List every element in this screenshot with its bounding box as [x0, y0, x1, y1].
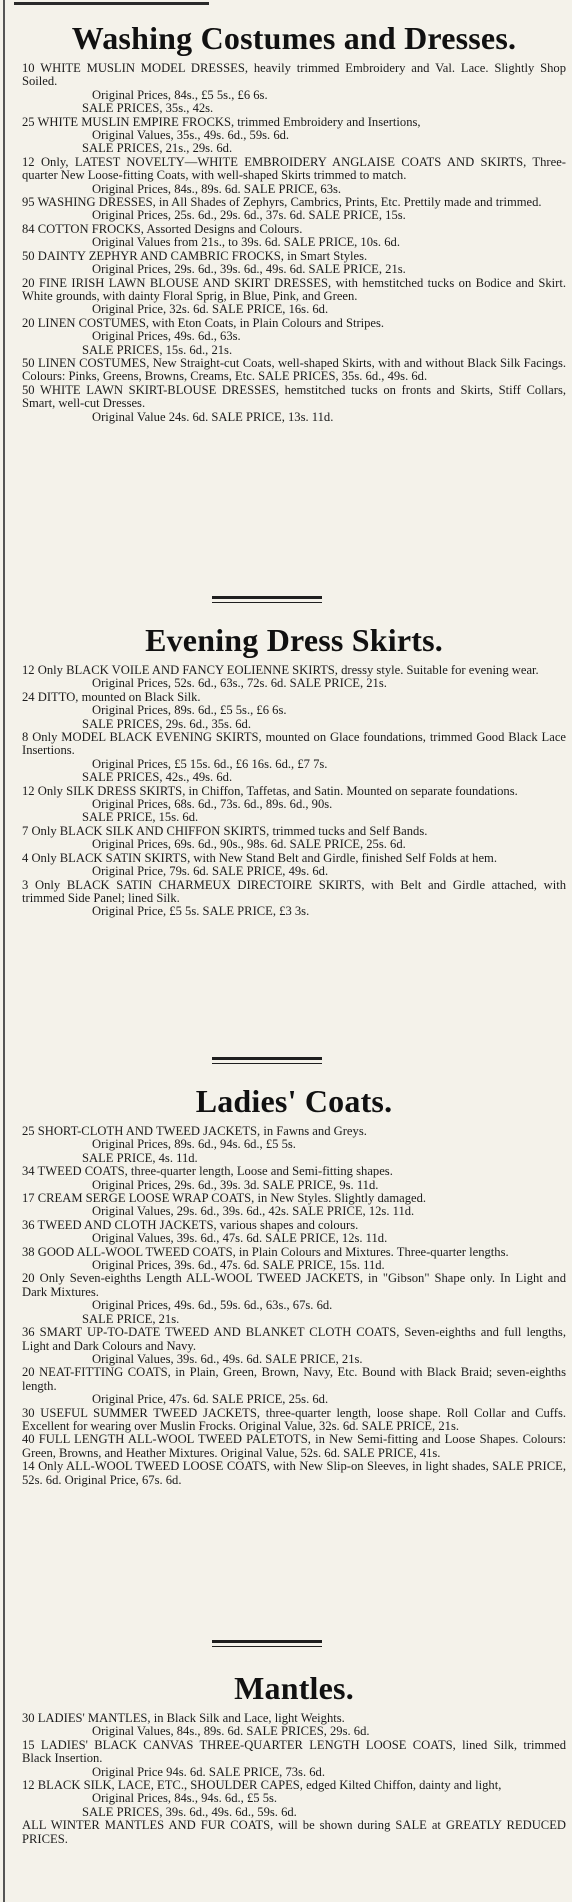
price-line: Original Price, 79s. 6d. SALE PRICE, 49s. 6d. [92, 864, 329, 879]
sale-item [22, 1219, 566, 1246]
item-description: 36 SMART UP-TO-DATE TWEED AND BLANKET CLOTH COATS, Seven-eighths and full lengths, Light and Dark Colours and Navy. [22, 1325, 566, 1353]
item-description: 50 WHITE LAWN SKIRT-BLOUSE DRESSES, hemstitched tucks on fronts and Skirts, Stiff Collars, Smart, well-cut Dresses. [22, 382, 566, 411]
price-line: Original Price, £5 5s. SALE PRICE, £3 3s. [92, 904, 310, 919]
price-line: SALE PRICES, 15s. 6d., 21s. [82, 342, 233, 357]
price-line: Original Prices, 89s. 6d., £5 5s., £6 6s. [92, 703, 287, 718]
sale-item [22, 317, 566, 357]
price-line: Original Values, 39s. 6d., 47s. 6d. SALE PRICE, 12s. 11d. [92, 1231, 388, 1246]
sale-item [22, 1246, 566, 1273]
item-description: 36 TWEED AND CLOTH JACKETS, various shapes and colours. [22, 1217, 359, 1232]
sale-item [22, 1460, 566, 1487]
price-line: SALE PRICES, 39s. 6d., 49s. 6d., 59s. 6d. [82, 1804, 297, 1819]
price-line: Original Prices, 84s., 89s. 6d. SALE PRICE, 63s. [92, 181, 342, 196]
section-heading: Evening Dress Skirts. [145, 622, 443, 658]
price-line: SALE PRICES, 42s., 49s. 6d. [82, 770, 233, 785]
price-line: Original Prices, 29s. 6d., 39s. 3d. SALE PRICE, 9s. 11d. [92, 1177, 379, 1192]
sale-item [22, 1125, 566, 1165]
item-description: 12 Only, LATEST NOVELTY—WHITE EMBROIDERY ANGLAISE COATS AND SKIRTS, Three-quarter New Loose-fitting Coats, with well-shaped Skirts trimmed to match. [22, 154, 566, 183]
price-line: SALE PRICES, 29s. 6d., 35s. 6d. [82, 716, 251, 731]
sale-item [22, 664, 566, 691]
sale-item [22, 1712, 566, 1739]
price-line: Original Prices, 25s. 6d., 29s. 6d., 37s. 6d. SALE PRICE, 15s. [92, 208, 406, 223]
item-description: 10 WHITE MUSLIN MODEL DRESSES, heavily trimmed Embroidery and Val. Lace. Slightly Shop Soiled. [22, 61, 566, 89]
price-line: SALE PRICES, 21s., 29s. 6d. [82, 141, 233, 156]
sale-item [22, 384, 566, 424]
item-description: 12 Only BLACK VOILE AND FANCY EOLIENNE SKIRTS, dressy style. Suitable for evening wear. [22, 663, 539, 677]
price-line: Original Prices, 84s., £5 5s., £6 6s. [92, 87, 268, 102]
item-description: 15 LADIES' BLACK CANVAS THREE-QUARTER LENGTH LOOSE COATS, lined Silk, trimmed Black Insertion. [22, 1737, 566, 1766]
section-washing-costumes [22, 18, 566, 424]
sale-item [22, 825, 566, 852]
sale-item [22, 1366, 566, 1406]
item-description: 20 Only Seven-eighths Length ALL-WOOL TWEED JACKETS, in "Gibson" Shape only. In Light and Dark Mixtures. [22, 1271, 566, 1299]
item-description: 20 FINE IRISH LAWN BLOUSE AND SKIRT DRESSES, with hemstitched tucks on Bodice and Skirt. White grounds, with dainty Floral Sprig, in Blue, Pink, and Green. [22, 275, 566, 303]
price-line: SALE PRICE, 21s. [82, 1311, 180, 1326]
sale-item [22, 1326, 566, 1366]
price-line: SALE PRICE, 4s. 11d. [82, 1150, 198, 1165]
item-description: 95 WASHING DRESSES, in All Shades of Zephyrs, Cambrics, Prints, Etc. Prettily made and trimmed. [22, 195, 542, 210]
sale-item [22, 731, 566, 785]
price-line: Original Prices, 69s. 6d., 90s., 98s. 6d. SALE PRICE, 25s. 6d. [92, 837, 406, 852]
section-mantles [22, 1668, 566, 1846]
price-line: Original Values, 29s. 6d., 39s. 6d., 42s. SALE PRICE, 12s. 11d. [92, 1204, 415, 1219]
top-rule [14, 2, 209, 5]
item-description: 4 Only BLACK SATIN SKIRTS, with New Stand Belt and Girdle, finished Self Folds at hem. [22, 850, 497, 865]
item-description: 17 CREAM SERGE LOOSE WRAP COATS, in New Styles. Slightly damaged. [22, 1191, 427, 1206]
item-description: 20 NEAT-FITTING COATS, in Plain, Green, Brown, Navy, Etc. Bound with Black Braid; seven-eighths length. [22, 1365, 566, 1393]
price-line: Original Price 94s. 6d. SALE PRICE, 73s. 6d. [92, 1764, 325, 1779]
price-line: Original Prices, 49s. 6d., 59s. 6d., 63s., 67s. 6d. [92, 1298, 333, 1313]
item-description: 25 SHORT-CLOTH AND TWEED JACKETS, in Fawns and Greys. [22, 1124, 367, 1138]
sale-item [22, 156, 566, 196]
item-description: 50 DAINTY ZEPHYR AND CAMBRIC FROCKS, in Smart Styles. [22, 248, 368, 263]
section-divider [212, 1057, 322, 1067]
item-description: 3 Only BLACK SATIN CHARMEUX DIRECTOIRE SKIRTS, with Belt and Girdle attached, with trimmed Side Panel; lined Silk. [22, 877, 566, 905]
item-description: 40 FULL LENGTH ALL-WOOL TWEED PALETOTS, in New Semi-fitting and Loose Shapes. Colours: Green, Browns, and Heather Mixtures. Original Value, 52s. 6d. SALE PRICE, 41s. [22, 1432, 566, 1460]
sale-item [22, 1819, 566, 1846]
price-line: SALE PRICE, 15s. 6d. [82, 810, 199, 825]
sale-item [22, 196, 566, 223]
sale-item [22, 879, 566, 919]
sale-item [22, 691, 566, 731]
section-ladies-coats [22, 1081, 566, 1487]
item-description: ALL WINTER MANTLES AND FUR COATS, will be shown during SALE at GREATLY REDUCED PRICES. [22, 1818, 566, 1846]
item-description: 12 BLACK SILK, LACE, ETC., SHOULDER CAPES, edged Kilted Chiffon, dainty and light, [22, 1778, 502, 1793]
price-line: Original Prices, 39s. 6d., 47s. 6d. SALE PRICE, 15s. 11d. [92, 1258, 385, 1273]
sale-item [22, 852, 566, 879]
item-description: 14 Only ALL-WOOL TWEED LOOSE COATS, with New Slip-on Sleeves, in light shades, SALE PRICE, 52s. 6d. Original Price, 67s. 6d. [22, 1459, 566, 1487]
sale-item [22, 62, 566, 116]
item-description: 24 DITTO, mounted on Black Silk. [22, 689, 201, 704]
section-evening-dress-skirts [22, 620, 566, 919]
price-line: Original Price, 47s. 6d. SALE PRICE, 25s. 6d. [92, 1392, 329, 1407]
item-description: 7 Only BLACK SILK AND CHIFFON SKIRTS, trimmed tucks and Self Bands. [22, 823, 428, 838]
section-heading: Ladies' Coats. [195, 1083, 393, 1119]
price-line: Original Values, 39s. 6d., 49s. 6d. SALE PRICE, 21s. [92, 1351, 363, 1366]
price-line: Original Values, 35s., 49s. 6d., 59s. 6d. [92, 128, 290, 143]
item-description: 30 USEFUL SUMMER TWEED JACKETS, three-quarter length, loose shape. Roll Collar and Cuffs. Excellent for wearing over Muslin Frocks. Original Value, 32s. 6d. SALE PRICE, 21s. [22, 1405, 566, 1433]
item-description: 84 COTTON FROCKS, Assorted Designs and Colours. [22, 221, 303, 236]
sale-item [22, 357, 566, 384]
price-line: Original Prices, 52s. 6d., 63s., 72s. 6d. SALE PRICE, 21s. [92, 676, 387, 691]
item-description: 50 LINEN COSTUMES, New Straight-cut Coats, well-shaped Skirts, with and without Black Silk Facings. Colours: Pinks, Greens, Browns, Creams, Etc. SALE PRICES, 35s. 6d., 49s. 6d. [22, 355, 566, 384]
price-line: Original Prices, £5 15s. 6d., £6 16s. 6d., £7 7s. [92, 756, 328, 771]
item-description: 34 TWEED COATS, three-quarter length, Loose and Semi-fitting shapes. [22, 1164, 393, 1179]
sale-item [22, 277, 566, 317]
sale-item [22, 1433, 566, 1460]
section-heading: Mantles. [234, 1670, 354, 1706]
sale-item [22, 1739, 566, 1779]
sale-item [22, 785, 566, 825]
price-line: Original Value 24s. 6d. SALE PRICE, 13s. 11d. [92, 409, 334, 424]
item-description: 38 GOOD ALL-WOOL TWEED COATS, in Plain Colours and Mixtures. Three-quarter lengths. [22, 1244, 509, 1259]
sale-item [22, 1779, 566, 1819]
price-line: Original Values, 84s., 89s. 6d. SALE PRICES, 29s. 6d. [92, 1724, 370, 1739]
sale-item [22, 1192, 566, 1219]
price-line: Original Prices, 89s. 6d., 94s. 6d., £5 5s. [92, 1137, 296, 1152]
sale-item [22, 223, 566, 250]
price-line: SALE PRICES, 35s., 42s. [82, 101, 214, 116]
item-description: 20 LINEN COSTUMES, with Eton Coats, in Plain Colours and Stripes. [22, 315, 385, 330]
price-line: Original Prices, 68s. 6d., 73s. 6d., 89s. 6d., 90s. [92, 797, 333, 812]
price-line: Original Price, 32s. 6d. SALE PRICE, 16s. 6d. [92, 302, 329, 317]
item-description: 12 Only SILK DRESS SKIRTS, in Chiffon, Taffetas, and Satin. Mounted on separate foundations. [22, 783, 518, 798]
section-divider [212, 596, 322, 606]
sale-item [22, 250, 566, 277]
price-line: Original Prices, 49s. 6d., 63s. [92, 329, 241, 344]
item-description: 8 Only MODEL BLACK EVENING SKIRTS, mounted on Glace foundations, trimmed Good Black Lace Insertions. [22, 730, 566, 758]
price-line: Original Values from 21s., to 39s. 6d. SALE PRICE, 10s. 6d. [92, 235, 400, 250]
item-description: 30 LADIES' MANTLES, in Black Silk and Lace, light Weights. [22, 1711, 345, 1725]
column-rule [3, 0, 5, 1902]
section-divider [212, 1640, 322, 1650]
sale-item [22, 1272, 566, 1326]
sale-item [22, 1165, 566, 1192]
sale-item [22, 1407, 566, 1434]
item-description: 25 WHITE MUSLIN EMPIRE FROCKS, trimmed Embroidery and Insertions, [22, 114, 421, 129]
price-line: Original Prices, 29s. 6d., 39s. 6d., 49s. 6d. SALE PRICE, 21s. [92, 262, 406, 277]
price-line: Original Prices, 84s., 94s. 6d., £5 5s. [92, 1791, 278, 1806]
section-heading: Washing Costumes and Dresses. [71, 20, 517, 56]
sale-item [22, 116, 566, 156]
